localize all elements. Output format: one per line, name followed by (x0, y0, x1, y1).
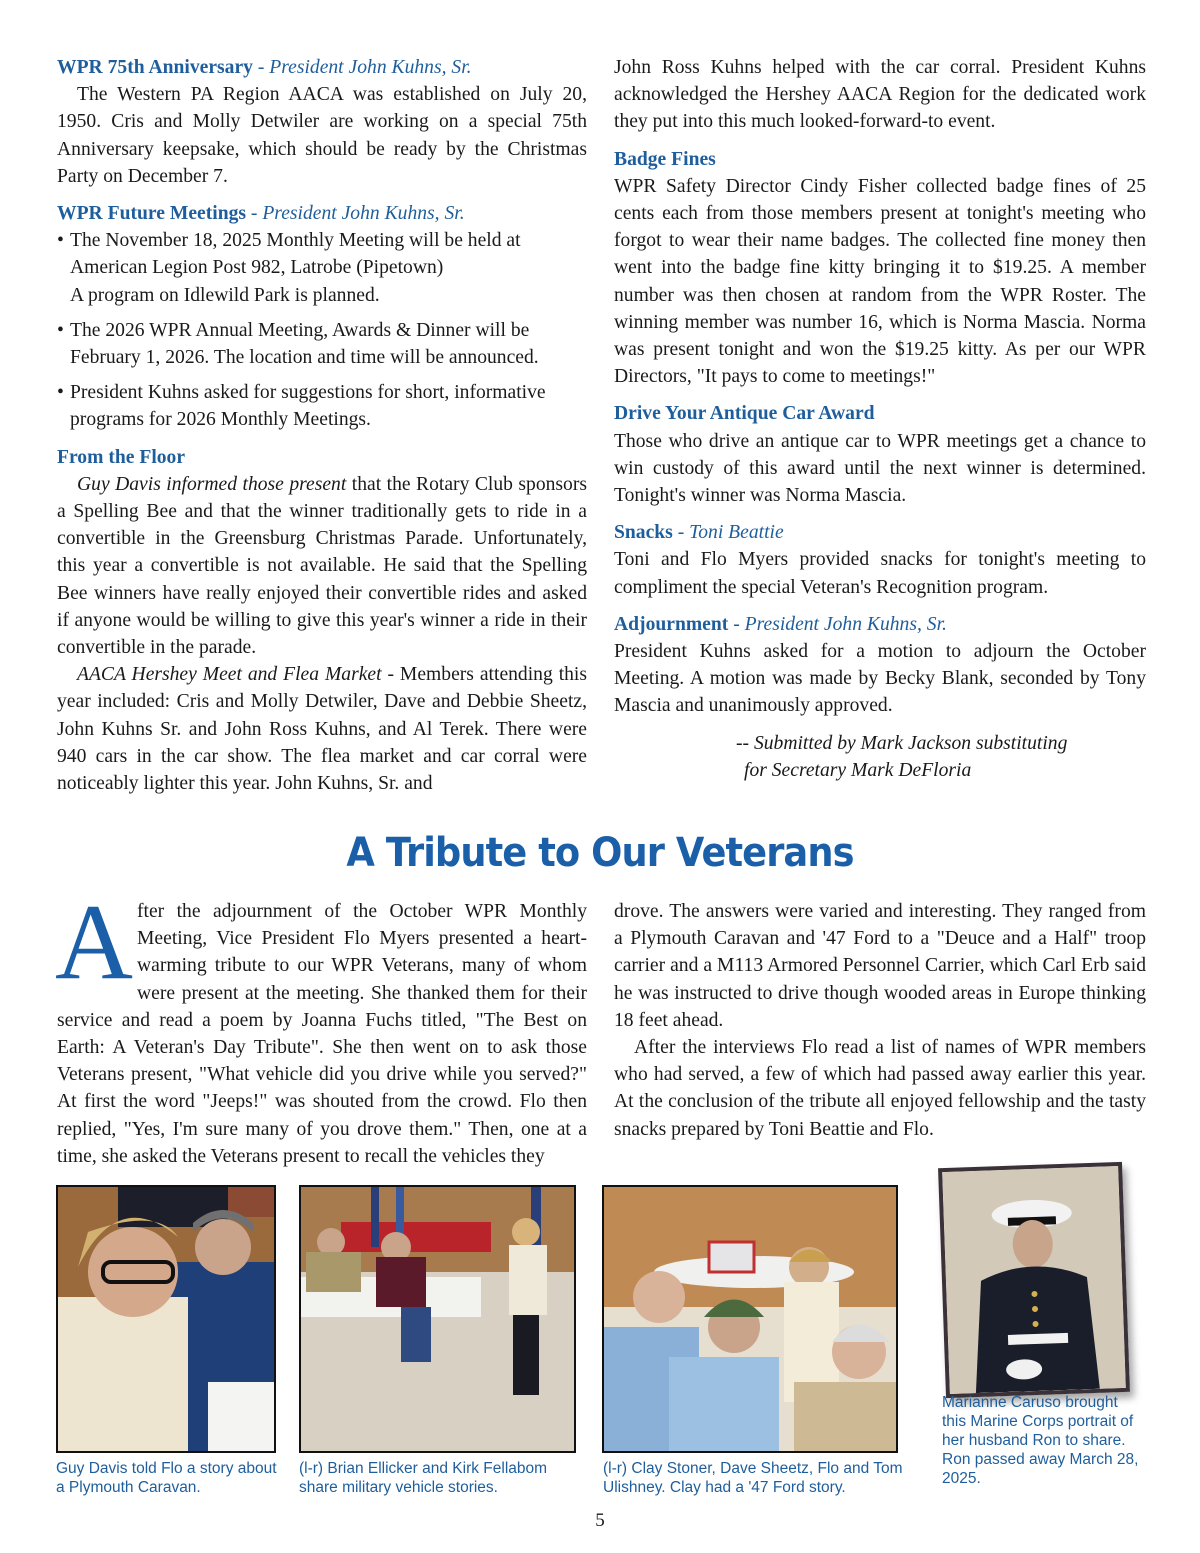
section-badge-fines (614, 146, 1146, 391)
section-heading: From the Floor (57, 446, 186, 468)
photo-ellicker-fellabom (299, 1185, 576, 1453)
heading-byline: - President John Kuhns, Sr. (252, 57, 472, 78)
photo-caption: Marianne Caruso brought this Marine Corps portrait of her husband Ron to share. Ron passed away March 28, 2025. (942, 1394, 1139, 1487)
section-body: Guy Davis informed those present that the Rotary Club sponsors a Spelling Bee and that the winner traditionally gets to ride in a convertible in the Greensburg Christmas Parade. Unfortunately, this year a convertible is not available. He said that the Spelling Bee winners have really enjoyed their convertible rides and asked if anyone would be willing to give this year's winner a ride in their convertible in the parade. (57, 473, 588, 659)
signature-line: for Secretary Mark DeFloria (744, 759, 972, 781)
meetings-list (57, 227, 587, 433)
list-item: • The November 18, 2025 Monthly Meeting will be held at American Legion Post 982, Latrobe (Pipetown) A program on Idlewild Park is planned. (57, 227, 587, 309)
section-adjournment (614, 611, 1146, 720)
signature (614, 730, 1146, 784)
section-body: The Western PA Region AACA was established on July 20, 1950. Cris and Molly Detwiler are working on a special 75th Anniversary keepsake, which should be ready by the Christmas Party on December 7. (57, 84, 587, 187)
section-heading (57, 54, 587, 81)
photo-marine-portrait (938, 1162, 1130, 1398)
section-snacks (614, 519, 1146, 601)
heading-byline: - President John Kuhns, Sr. (246, 203, 465, 225)
section-heading: Snacks - Toni Beattie (614, 522, 784, 544)
heading-text: WPR Future Meetings (57, 203, 247, 225)
tribute-right-column (614, 898, 1146, 1143)
section-heading (57, 200, 587, 227)
photo-caption: (l-r) Brian Ellicker and Kirk Fellabom share military vehicle stories. (299, 1460, 548, 1496)
section-body: AACA Hershey Meet and Flea Market - Members attending this year included: Cris and Molly Detwiler, Dave and Debbie Sheetz, John Kuhns Sr. and John Ross Kuhns, and Al Terek. There were 940 cars in the car show. The flea market and car corral were noticeably lighter this year. John Kuhns, Sr. and (57, 664, 588, 795)
signature-line: -- Submitted by Mark Jackson substituting (736, 732, 1068, 754)
tribute-paragraph: After the interviews Flo read a list of names of WPR members who had served, a few of which had passed away earlier this year. At the conclusion of the tribute all enjoyed fellowship and the tasty snacks prepared by Toni Beattie and Flo. (614, 1037, 1146, 1140)
continuation-text: John Ross Kuhns helped with the car corral. President Kuhns acknowledged the Hershey AACA Region for the dedicated work they put into this much looked-forward-to event. (614, 57, 1146, 133)
section-from-the-floor (57, 444, 587, 798)
photo-guy-davis-flo (56, 1185, 276, 1453)
tribute-title: A Tribute to Our Veterans (346, 830, 854, 876)
left-column (57, 54, 587, 797)
section-heading: Adjournment - President John Kuhns, Sr. (614, 613, 947, 635)
section-anniversary (57, 54, 587, 190)
list-item: • President Kuhns asked for suggestions for short, informative programs for 2026 Monthly Meetings. (57, 379, 587, 433)
section-antique-award (614, 400, 1146, 509)
section-future-meetings (57, 200, 587, 434)
tribute-paragraph: drove. The answers were varied and interesting. They ranged from a Plymouth Caravan and '47 Ford to a "Deuce and a Half" troop carrier and a M113 Armored Personnel Carrier, which Carl Erb said he was instructed to drive though wooded areas in Europe thinking 18 feet ahead. (614, 901, 1146, 1031)
page-number: 5 (595, 1510, 605, 1531)
photo-stoner-sheetz-ulishney (602, 1185, 898, 1453)
section-body: Toni and Flo Myers provided snacks for tonight's meeting to compliment the special Veteran's Recognition program. (614, 549, 1146, 598)
tribute-left-column (55, 883, 587, 1170)
section-body: Those who drive an antique car to WPR meetings get a chance to win custody of this award until the next winner is determined. Tonight's winner was Norma Mascia. (614, 430, 1146, 507)
section-heading: Badge Fines (614, 148, 716, 170)
tribute-paragraph: After the adjournment of the October WPR Monthly Meeting, Vice President Flo Myers presented a heart-warming tribute to our WPR Veterans, many of whom were present at the meeting. She thanked them for their service and read a poem by Joanna Fuchs titled, "The Best on Earth: A Veteran's Day Tribute". She then went on to ask those Veterans present, "What vehicle did you drive while you served?" At first the word "Jeeps!" was shouted from the crowd. Flo then replied, "Yes, I'm sure many of you drove them." Then, one at a time, she asked the Veterans present to recall the vehicles they (55, 883, 587, 1167)
drop-cap: A (55, 883, 133, 1002)
section-heading: Drive Your Antique Car Award (614, 403, 875, 425)
heading-text: WPR 75th Anniversary (57, 57, 253, 78)
section-body: President Kuhns asked for a motion to adjourn the October Meeting. A motion was made by Becky Blank, seconded by Tony Mascia and unanimously approved. (614, 641, 1146, 717)
photo-caption: Guy Davis told Flo a story about a Plymouth Caravan. (56, 1460, 277, 1496)
photo-caption: (l-r) Clay Stoner, Dave Sheetz, Flo and Tom Ulishney. Clay had a '47 Ford story. (603, 1460, 903, 1496)
section-body: WPR Safety Director Cindy Fisher collected badge fines of 25 cents each from those members present at tonight's meeting who forgot to wear their name badges. The collected fine money then went into the badge fine kitty bringing it to $19.25. A member number was then chosen at random from the WPR Roster. The winning member was number 16, which is Norma Mascia. Norma was present tonight and won the $19.25 kitty. As per our WPR Directors, "It pays to come to meetings!" (614, 175, 1146, 388)
right-column (614, 54, 1146, 784)
list-item: • The 2026 WPR Annual Meeting, Awards & Dinner will be February 1, 2026. The location and time will be announced. (57, 317, 587, 371)
